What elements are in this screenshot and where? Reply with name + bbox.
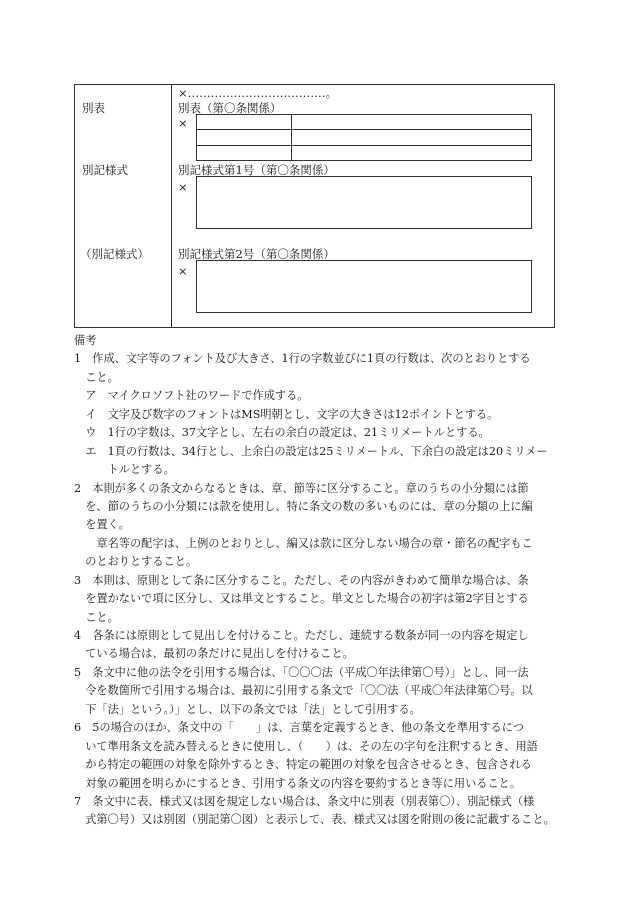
note-line: 1 作成、文字等のフォント及び大きさ、1行の字数並びに1頁の行数は、次のとおりとする [74, 352, 531, 366]
sample-table-row-line [196, 145, 532, 146]
note-line: から特定の範囲の対象を除外するとき、特定の範囲の対象を包含させるとき、包含される [74, 758, 532, 772]
note-line: 2 本則が多くの条文からなるときは、章、節等に区分すること。章のうちの小分類には節 [74, 481, 529, 495]
row-title-yoshiki-2: 別記様式第2号（第〇条関係） [178, 247, 335, 261]
row-label-bekki-yoshiki-paren: （別記様式） [80, 247, 149, 261]
note-line: 章名等の配字は、上例のとおりとし、編又は款に区分しない場合の章・節名の配字もこ [74, 536, 533, 550]
row-label-beppyo: 別表 [82, 101, 105, 115]
note-line: 7 条文中に表、様式又は図を規定しない場合は、条文中に別表（別表第〇）、別記様式（様 [74, 794, 535, 808]
table-top-row-text: ×………………………………。 [178, 86, 338, 100]
note-line: イ 文字及び数字のフォントはMS明朝とし、文字の大きさは12ポイントとする。 [74, 407, 499, 421]
note-line: を置かないで項に区分し、又は単文とすること。単文とした場合の初字は第2字目とする [74, 592, 529, 606]
note-line: いて準用条文を読み替えるときに使用し、（ ）は、その左の字句を注釈するとき、用語 [74, 739, 538, 753]
notes-heading: 備考 [74, 334, 97, 347]
note-line: 5 条文中に他の法令を引用する場合は、「〇〇〇法（平成〇年法律第〇号）」とし、同一法 [74, 665, 529, 679]
sample-table-row-line [196, 129, 532, 130]
note-line: を、節のうちの小分類には款を使用し、特に条文の数の多いものには、章の分類の上に編 [74, 499, 533, 513]
form-sample-box-2 [196, 260, 532, 313]
note-line: トルとする。 [74, 463, 175, 477]
note-line: を置く。 [74, 518, 130, 532]
note-line: 式第〇号）又は別図（別記第〇図）と表示して、表、様式又は図を附則の後に記載すること。 [74, 813, 555, 827]
note-line: こと。 [74, 370, 119, 384]
sample-table-grid [196, 114, 532, 161]
note-line: 3 本則は、原則として条に区分すること。ただし、その内容がきわめて簡単な場合は、条 [74, 573, 529, 587]
note-line: ア マイクロソフト社のワードで作成する。 [74, 389, 309, 403]
form-sample-box-1 [196, 176, 532, 229]
note-line: 下「法」という。）」とし、以下の条文では「法」として引用する。 [74, 702, 421, 716]
note-line: のとおりとすること。 [74, 555, 198, 569]
sample-table-column-line [291, 114, 292, 161]
note-line: 対象の範囲を明らかにするとき、引用する条文の内容を要約するとき等に用いること。 [74, 776, 522, 790]
note-line: 6 5の場合のほか、条文中の「 」は、言葉を定義するとき、他の条文を準用するにつ [74, 721, 524, 735]
note-line: 令を数箇所で引用する場合は、最初に引用する条文で「〇〇法（平成〇年法律第〇号。以 [74, 684, 533, 698]
note-line: エ 1頁の行数は、34行とし、上余白の設定は25ミリメートル、下余白の設定は20ミリメー [74, 444, 548, 458]
note-line: ている場合は、最初の条だけに見出しを付けること。 [74, 647, 354, 661]
note-line: 4 各条には原則として見出しを付けること。ただし、連続する数条が同一の内容を規定し [74, 629, 529, 642]
cross-mark: × [178, 116, 188, 130]
note-line: ウ 1行の字数は、37文字とし、左右の余白の設定は、21ミリメートルとする。 [74, 426, 490, 440]
cross-mark: × [178, 264, 188, 278]
note-line: こと。 [74, 610, 119, 624]
table-column-divider [171, 84, 172, 328]
row-title-yoshiki-1: 別記様式第1号（第〇条関係） [178, 163, 335, 177]
cross-mark: × [178, 180, 188, 194]
row-label-bekki-yoshiki: 別記様式 [82, 163, 128, 177]
notes-section [74, 332, 558, 830]
row-title-beppyo: 別表（第〇条関係） [178, 101, 282, 115]
